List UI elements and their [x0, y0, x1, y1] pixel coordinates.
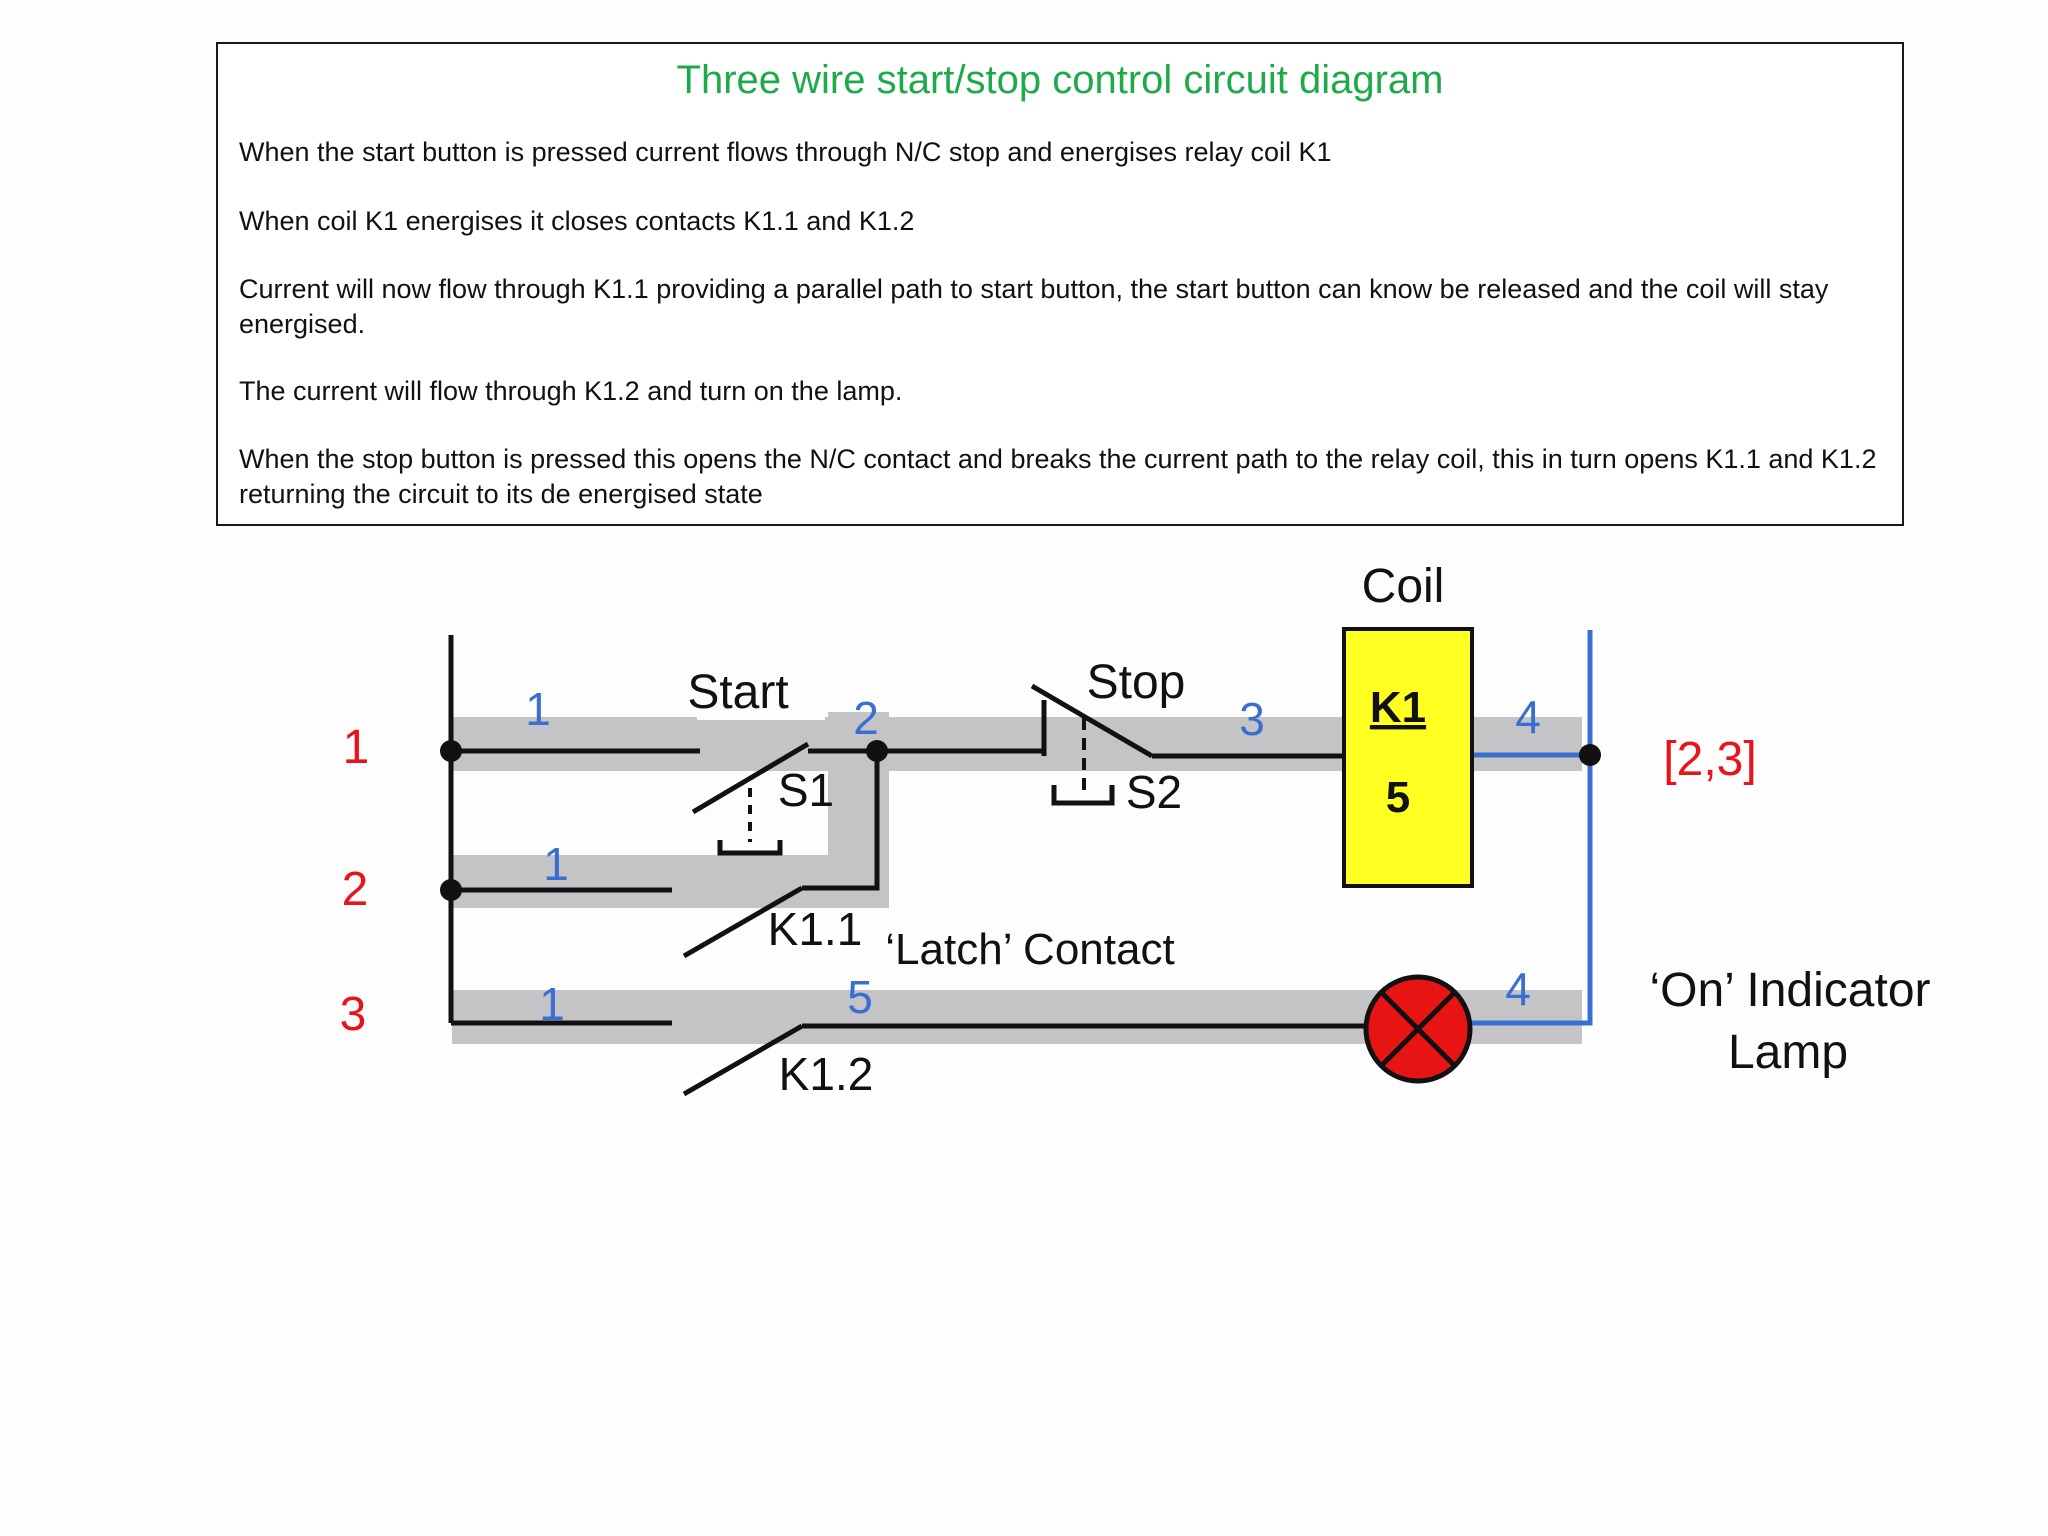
rung-number: 2: [341, 863, 369, 916]
stop-label: Stop: [1086, 656, 1186, 709]
stop-tag: S2: [1125, 766, 1183, 818]
start-tag: S1: [777, 764, 835, 816]
rung-number: 1: [342, 721, 370, 774]
cross-reference: [2,3]: [1663, 733, 1757, 786]
description-paragraph: When the start button is pressed current flows through N/C stop and energises relay coil K1: [239, 137, 1332, 167]
diagram-title: Three wire start/stop control circuit diagram: [676, 58, 1444, 102]
wire-number: 4: [1505, 963, 1531, 1015]
junction-dot: [440, 879, 462, 901]
lamp-contact-tag: K1.2: [778, 1048, 874, 1100]
wire-number: 4: [1515, 691, 1541, 743]
relay-coil-k1: [1344, 629, 1472, 886]
wire-number: 1: [543, 838, 569, 890]
start-label: Start: [687, 666, 789, 719]
wire-number: 1: [539, 978, 565, 1030]
coil-name: K1: [1369, 683, 1427, 732]
wire-number: 1: [525, 683, 551, 735]
junction-dot: [440, 740, 462, 762]
lamp-label-line1: ‘On’ Indicator: [1649, 964, 1931, 1017]
description-paragraph: When coil K1 energises it closes contacts K1.1 and K1.2: [239, 206, 915, 236]
wire-number: 3: [1239, 693, 1265, 745]
wire-number: 2: [853, 692, 879, 744]
coil-rung-reference: 5: [1385, 773, 1411, 822]
description-paragraph: When the stop button is pressed this opens the N/C contact and breaks the current path to the relay coil, this in turn opens K1.1 and K1.2 returning the circuit to its de energised state: [239, 444, 1877, 509]
lamp-label-line2: Lamp: [1727, 1026, 1849, 1079]
rung-number: 3: [339, 988, 367, 1041]
wire-number: 5: [847, 971, 873, 1023]
latch-contact-tag: K1.1: [767, 903, 863, 955]
coil-heading: Coil: [1361, 560, 1445, 613]
junction-dot: [1579, 744, 1601, 766]
description-paragraph: The current will flow through K1.2 and turn on the lamp.: [239, 376, 903, 406]
description-paragraph: Current will now flow through K1.1 providing a parallel path to start button, the start button can know be released and the coil will stay energised.: [239, 274, 1829, 339]
latch-contact-label: ‘Latch’ Contact: [885, 925, 1175, 974]
indicator-lamp: [1366, 977, 1470, 1081]
